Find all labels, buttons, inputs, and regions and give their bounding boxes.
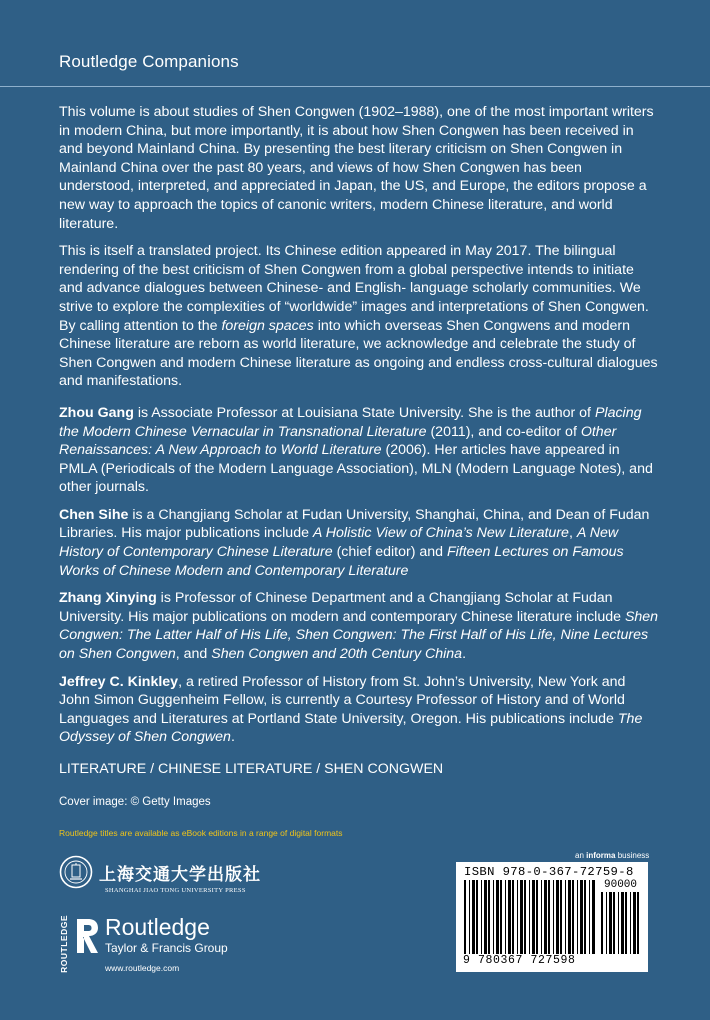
informa-business-tagline: an informa business: [575, 851, 650, 860]
editor-bio-zhang-xinying: Zhang Xinying is Professor of Chinese Department and a Changjiang Scholar at Fudan University. His major publications on modern and contemporary Chinese literature include Shen Congwen: The Latter Half of His Life, Shen Congwen: The First Half of His Life, Nine Lectures on Shen Congwen, and Shen Congwen and 20th Century China.: [59, 590, 659, 663]
subject-categories: LITERATURE / CHINESE LITERATURE / SHEN CONGWEN: [59, 761, 444, 777]
taylor-francis-group: Taylor & Francis Group: [105, 941, 228, 955]
routledge-name: Routledge: [105, 914, 210, 940]
routledge-r-icon: [73, 915, 101, 955]
editor-bio-zhou-gang: Zhou Gang is Associate Professor at Louisiana State University. She is the author of Placing the Modern Chinese Vernacular in Transnational Literature (2011), and co-editor of Other Renaissances: A New Approach to World Literature (2006). Her articles have appeared in PMLA (Periodicals of the Modern Language Association), MLN (Modern Language Notes), and other journals.: [59, 404, 653, 496]
header-divider: [0, 86, 710, 87]
editor-name: Zhang Xinying: [59, 590, 157, 607]
isbn-barcode: [456, 862, 648, 972]
cover-credit: Cover image: © Getty Images: [59, 795, 211, 808]
price-code: 90000: [604, 879, 638, 891]
routledge-logo: [59, 915, 228, 973]
editor-name: Jeffrey C. Kinkley: [59, 673, 179, 690]
editor-name: Chen Sihe: [59, 506, 129, 523]
barcode-addon-bars: [601, 892, 641, 954]
routledge-website: www.routledge.com: [105, 963, 180, 973]
sjtu-seal-icon: [59, 855, 93, 889]
editor-bio-jeffrey-kinkley: Jeffrey C. Kinkley, a retired Professor of History from St. John’s University, New York and John Simon Guggenheim Fellow, is currently a Courtesy Professor of History and of World Languages and Literatures at Portland State University, Oregon. His publications include The Odyssey of Shen Congwen.: [59, 673, 643, 746]
sjtu-press-logo: [59, 855, 261, 894]
routledge-vertical-wordmark: ROUTLEDGE: [59, 915, 69, 973]
barcode-main-bars: [464, 880, 596, 954]
ebook-note: Routledge titles are available as eBook editions in a range of digital formats: [59, 828, 343, 838]
isbn-number: ISBN 978-0-367-72759-8: [464, 865, 634, 879]
description-paragraph-1: This volume is about studies of Shen Congwen (1902–1988), one of the most important writers in modern China, but more importantly, it is about how Shen Congwen has been received in and beyond Mainland China. By presenting the best literary criticism on Shen Congwen in Mainland China over the past 80 years, and views of how Shen Congwen has been understood, interpreted, and appreciated in Japan, the US, and Europe, the editors propose a new way to approach the topics of canonic writers, modern Chinese literature, and world literature.: [59, 104, 654, 232]
editor-bio-chen-sihe: Chen Sihe is a Changjiang Scholar at Fudan University, Shanghai, China, and Dean of Fudan Libraries. His major publications include A Holistic View of China’s New Literature, A New History of Contemporary Chinese Literature (chief editor) and Fifteen Lectures on Famous Works of Chinese Modern and Contemporary Literature: [59, 506, 650, 579]
description-paragraph-2: This is itself a translated project. Its Chinese edition appeared in May 2017. The bilingual rendering of the best criticism of Shen Congwen from a global perspective intends to initiate and advance dialogues between Chinese- and English- language scholarly communities. We strive to explore the complexities of “worldwide” images and interpretations of Shen Congwen. By calling attention to the foreign spaces into which overseas Shen Congwens and modern Chinese literature are reborn as world literature, we acknowledge and celebrate the study of Shen Congwen and modern Chinese literature as ongoing and endless cross-cultural dialogues and manifestations.: [59, 243, 658, 390]
back-cover-text: [59, 103, 659, 811]
sjtu-chinese-name: 上海交通大学出版社: [99, 864, 261, 885]
ean-number: 9 780367 727598: [463, 954, 576, 967]
sjtu-english-name: SHANGHAI JIAO TONG UNIVERSITY PRESS: [105, 887, 246, 894]
editor-name: Zhou Gang: [59, 404, 134, 421]
series-title: Routledge Companions: [59, 52, 239, 71]
